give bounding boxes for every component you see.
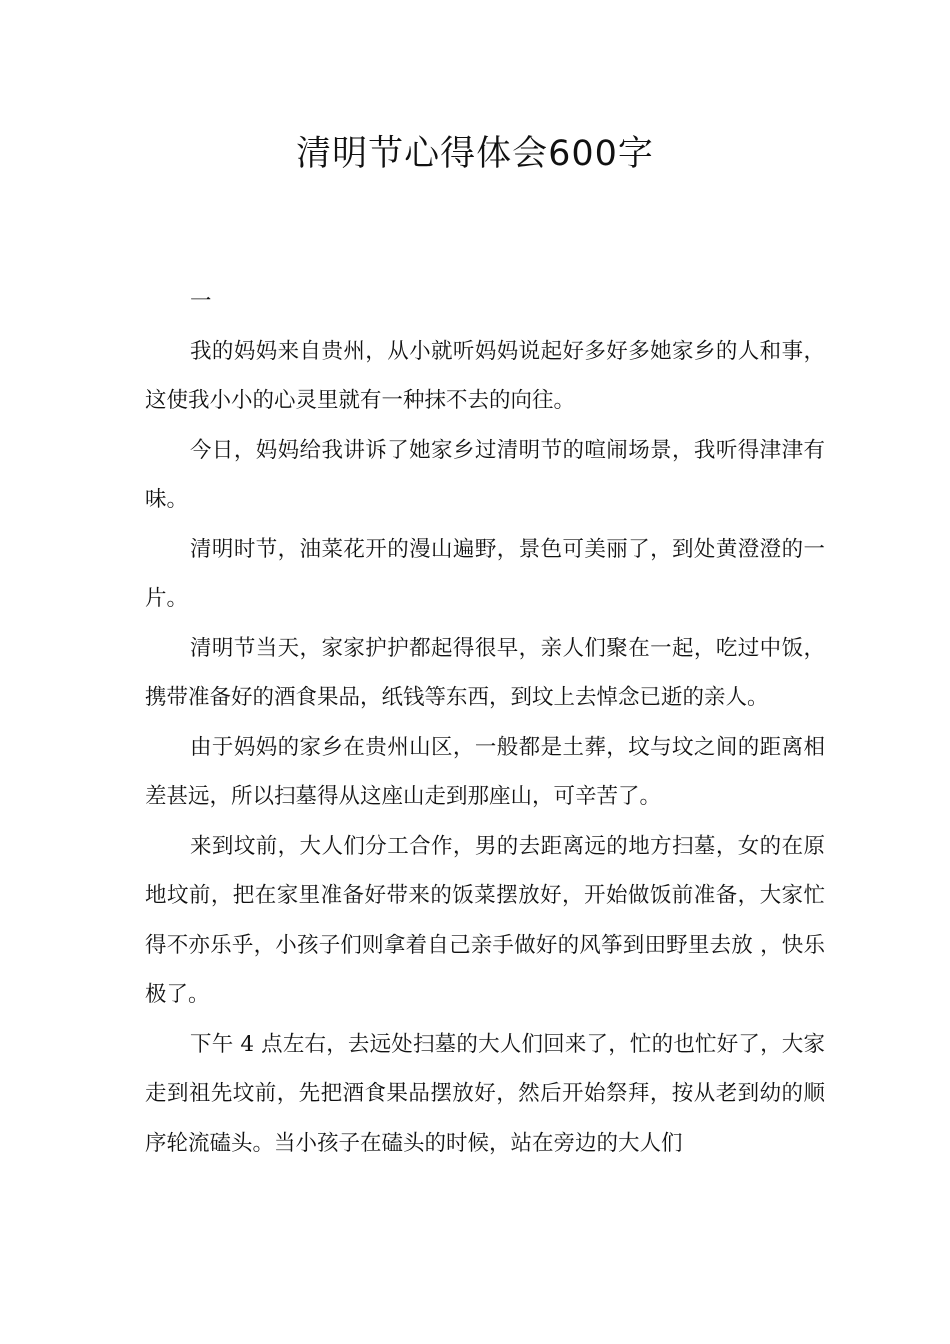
paragraph: 我的妈妈来自贵州，从小就听妈妈说起好多好多她家乡的人和事，这使我小小的心灵里就有一种抹不去的向往。 xyxy=(145,338,825,413)
document-body xyxy=(145,277,825,1168)
paragraph: 由于妈妈的家乡在贵州山区，一般都是土葬，坟与坟之间的距离相差甚远，所以扫墓得从这座山走到那座山，可辛苦了。 xyxy=(145,734,825,809)
paragraph-section-number: 一 xyxy=(190,289,212,314)
paragraph: 清明节当天，家家护护都起得很早，亲人们聚在一起，吃过中饭，携带准备好的酒食果品，纸钱等东西，到坟上去悼念已逝的亲人。 xyxy=(145,635,825,710)
paragraph: 清明时节，油菜花开的漫山遍野，景色可美丽了，到处黄澄澄的一片。 xyxy=(145,536,825,611)
paragraph: 来到坟前，大人们分工合作，男的去距离远的地方扫墓，女的在原地坟前，把在家里准备好带来的饭菜摆放好，开始做饭前准备，大家忙得不亦乐乎，小孩子们则拿着自己亲手做好的风筝到田野里去放 ，快乐极了。 xyxy=(145,833,825,1007)
paragraph: 下午 4 点左右，去远处扫墓的大人们回来了，忙的也忙好了，大家走到祖先坟前，先把酒食果品摆放好，然后开始祭拜，按从老到幼的顺序轮流磕头。当小孩子在磕头的时候，站在旁边的大人们 xyxy=(145,1031,825,1156)
paragraph: 今日，妈妈给我讲诉了她家乡过清明节的喧闹场景，我听得津津有味。 xyxy=(145,437,825,512)
document-title: 清明节心得体会600字 xyxy=(296,134,654,174)
